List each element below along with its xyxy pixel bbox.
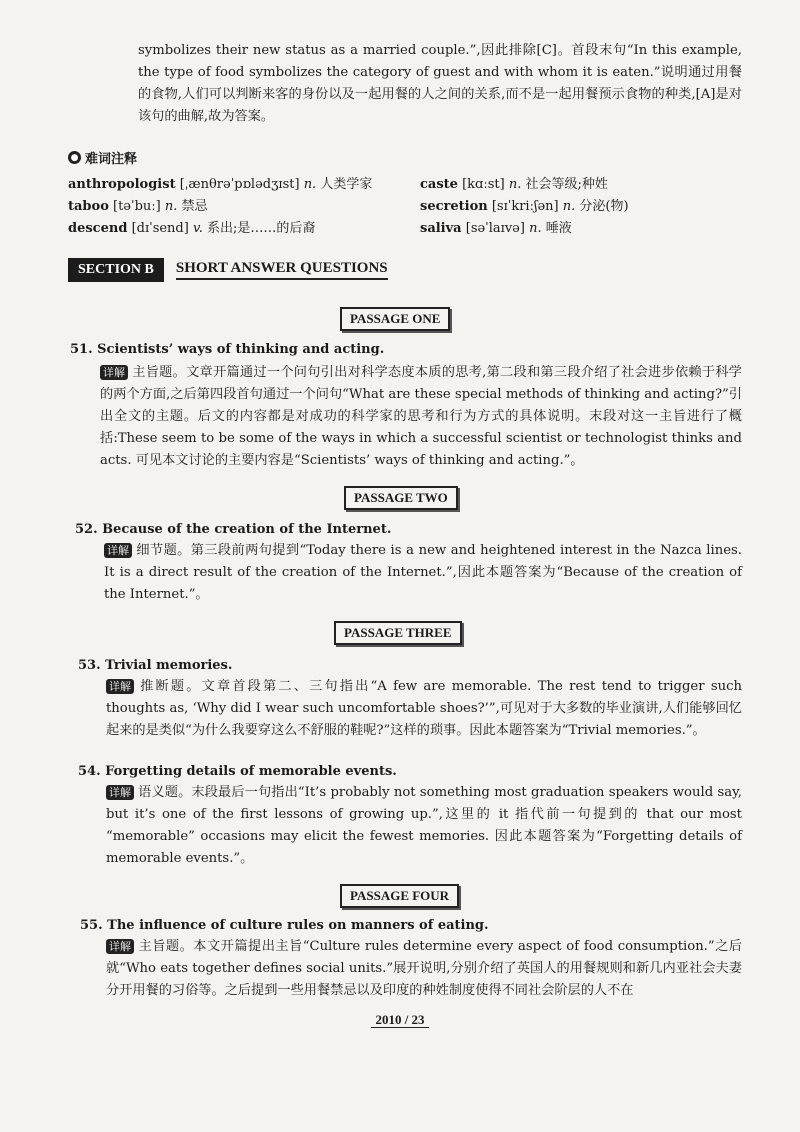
vocab-pos: n. [508,177,522,192]
bullet-icon: ● [68,151,81,164]
passage-heading: PASSAGE ONE [340,307,450,331]
explanation-text: 主旨题。文章开篇通过一个问句引出对科学态度本质的思考,第二段和第三段介绍了社会进步依赖于科学的两个方面,之后第四段首句通过一个问句“What are these special methods of thinking and acting?”引出全文的主题。后文的内容都是对成功的科学家的思考和行为方式的具体说明。末段对这一主旨进行了概括:These seem to be some of the ways in which a successful scientist or technologist thinks and acts. 可见本文讨论的主要内容是“Scientists’ ways of thinking and acting.”。 [100,365,742,468]
section-tag: SECTION B [68,258,164,282]
vocab-item [420,219,572,239]
explanation-text: 推断题。文章首段第二、三句指出“A few are memorable. The rest tend to trigger such thoughts as, ‘Why did I wear such uncomfortable shoes?’”,可见对于大多数的毕业演讲,人们能够回忆起来的是类似“为什么我要穿这么不舒服的鞋呢?”这样的琐事。因此本题答案为“Trivial memories.”。 [106,679,742,738]
question-explanation [104,540,742,606]
question-title: 51. Scientists’ ways of thinking and acting. [70,342,385,357]
vocab-meaning: 唾液 [545,221,572,236]
vocab-word: caste [420,177,458,192]
question-explanation [106,936,742,1002]
vocab-pos: n. [303,177,317,192]
vocab-phonetic: [kɑːst] [462,177,505,192]
vocab-meaning: 禁忌 [181,199,208,214]
section-title: SHORT ANSWER QUESTIONS [176,260,388,280]
question-title: 54. Forgetting details of memorable events. [78,764,397,779]
question-title: 55. The influence of culture rules on manners of eating. [80,918,489,933]
detail-tag: 详解 [104,543,132,558]
vocab-meaning: 系出;是……的后裔 [207,221,316,236]
vocab-pos: n. [562,199,576,214]
vocab-meaning: 社会等级;种姓 [525,177,608,192]
vocab-word: taboo [68,199,109,214]
vocab-phonetic: [səˈlaɪvə] [465,221,525,236]
question-explanation [106,782,742,870]
vocab-item [420,175,608,195]
vocab-pos: v. [192,221,203,236]
detail-tag: 详解 [106,939,134,954]
vocab-pos: n. [529,221,542,236]
vocab-heading [68,148,137,167]
vocab-phonetic: [dɪˈsend] [131,221,189,236]
top-paragraph: symbolizes their new status as a married couple.”,因此排除[C]。首段末句“In this example, the type of food symbolizes the category of guest and with whom it is eaten.”说明通过用餐的食物,人们可以判断来客的身份以及一起用餐的人之间的关系,而不是一起用餐预示食物的种类,[A]是对该句的曲解,故为答案。 [138,43,742,124]
vocab-word: saliva [420,221,462,236]
question-title: 52. Because of the creation of the Internet. [75,522,392,537]
explanation-text: 细节题。第三段前两句提到“Today there is a new and heightened interest in the Nazca lines. It is a direct result of the creation of the Internet.”,因此本题答案为“Because of the creation of the Internet.”。 [104,543,742,602]
vocab-phonetic: [ˌænθrəˈpɒlədʒɪst] [179,177,300,192]
question-explanation [106,676,742,742]
vocab-word: descend [68,221,128,236]
vocab-pos: n. [164,199,178,214]
vocab-item [68,197,208,217]
question-explanation [100,362,742,472]
detail-tag: 详解 [106,679,134,694]
page-number [0,1012,800,1028]
vocab-word: secretion [420,199,488,214]
vocab-item [68,175,372,195]
vocab-phonetic: [sɪˈkriːʃən] [491,199,559,214]
vocab-word: anthropologist [68,177,176,192]
explanation-text: 主旨题。本文开篇提出主旨“Culture rules determine every aspect of food consumption.”之后就“Who eats together defines social units.”展开说明,分别介绍了英国人的用餐规则和新几内亚社会夫妻分开用餐的习俗等。之后提到一些用餐禁忌以及印度的种姓制度使得不同社会阶层的人不在 [106,939,742,998]
detail-tag: 详解 [100,365,128,380]
passage-heading: PASSAGE FOUR [340,884,459,908]
vocab-heading-label: 难词注释 [85,152,138,167]
page-number-label: 2010 / 23 [371,1012,428,1028]
vocab-item [420,197,629,217]
explanation-text: 语义题。末段最后一句指出“It’s probably not something most graduation speakers would say, but it’s one of the first lessons of growing up.”,这里的 it 指代前一句提到的 that our most “memorable” occasions may elicit the fewest memories. 因此本题答案为“Forgetting details of memorable events.”。 [106,785,742,866]
vocab-meaning: 分泌(物) [579,199,629,214]
detail-tag: 详解 [106,785,134,800]
vocab-phonetic: [təˈbuː] [113,199,161,214]
vocab-meaning: 人类学家 [320,177,373,192]
question-title: 53. Trivial memories. [78,658,233,673]
passage-heading: PASSAGE THREE [334,621,462,645]
vocab-item [68,219,315,239]
section-header [68,258,388,282]
passage-heading: PASSAGE TWO [344,486,458,510]
